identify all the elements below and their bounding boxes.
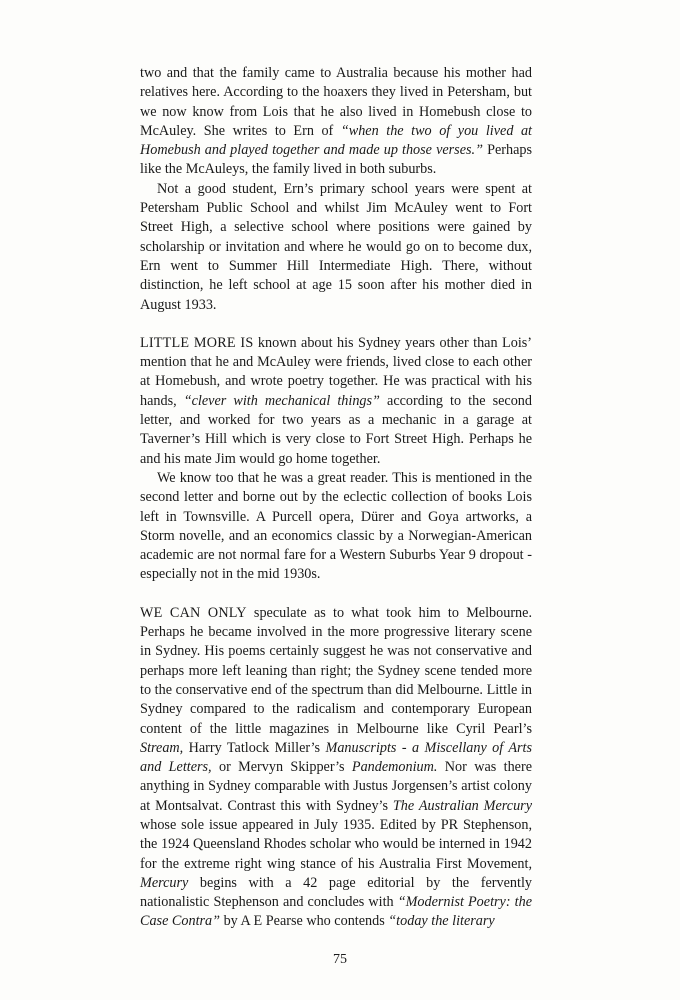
- paragraph: [140, 64, 532, 180]
- italic-run: “Modernist Poetry: the Case Contra”: [140, 894, 532, 930]
- section-lead-in: LITTLE MORE IS: [140, 334, 254, 351]
- text-run: begins with a 42 page editorial by the fervently nationalistic Stephenson and concludes with: [140, 874, 532, 911]
- text-run: or Mervyn Skipper’s: [211, 759, 352, 776]
- body-text: [140, 64, 532, 932]
- text-run: according to the second letter, and worked for two years as a mechanic in a garage at Taverner’s Hill which is very close to Fort Street High. Perhaps he and his mate Jim would go home together.: [140, 392, 532, 467]
- italic-run: Mercury: [140, 874, 189, 891]
- italic-run: The Australian Mercury: [392, 797, 532, 814]
- section-lead-in: WE CAN ONLY: [140, 604, 247, 621]
- text-run: Nor was there anything in Sydney comparable with Justus Jorgensen’s artist colony at Montsalvat. Contrast this with Sydney’s: [140, 759, 532, 814]
- text-run: known about his Sydney years other than Lois’ mention that he and McAuley were friends, lived close to each other at Homebush, and wrote poetry together. He was practical with his hands,: [140, 334, 533, 409]
- italic-run: “today the literary: [388, 913, 495, 930]
- text-run: Not a good student, Ern’s primary school years were spent at Petersham Public School and whilst Jim McAuley went to Fort Street High, a selective school where positions were gained by scholarship or invitation and where he would go on to become dux, Ern went to Summer Hill Intermediate High. There, without distinction, he left school at age 15 soon after his mother died in August 1933.: [140, 180, 532, 313]
- page-number: 75: [333, 952, 347, 967]
- italic-run: “when the two of you lived at Homebush and played together and made up those verses.”: [140, 122, 532, 159]
- text-run: speculate as to what took him to Melbourne. Perhaps he became involved in the more progressive literary scene in Sydney. His poems certainly suggest he was not conservative and perhaps more left leaning than right; the Sydney scene tended more to the conservative end of the spectrum than did Melbourne. Little in Sydney compared to the radicalism and contemporary European content of the little magazines in Melbourne like Cyril Pearl’s: [140, 604, 532, 737]
- text-run: Harry Tatlock Miller’s: [183, 739, 326, 756]
- paragraph: [140, 180, 532, 315]
- text-run: by A E Pearse who contends: [220, 913, 389, 930]
- paragraph: [140, 469, 532, 585]
- paragraph: [140, 604, 532, 932]
- paragraph: [140, 334, 532, 469]
- italic-run: Pandemonium.: [351, 759, 438, 776]
- text-run: whose sole issue appeared in July 1935. Edited by PR Stephenson, the 1924 Queensland Rhodes scholar who would be interned in 1942 for the extreme right wing stance of his Australia First Movement,: [140, 816, 532, 872]
- italic-run: Manuscripts - a Miscellany of Arts and Letters,: [140, 739, 532, 776]
- text-run: We know too that he was a great reader. This is mentioned in the second letter and borne out by the eclectic collection of books Lois left in Townsville. A Purcell opera, Dürer and Goya artworks, a Storm novelle, and an economics classic by a Norwegian-American academic are not normal fare for a Western Suburbs Year 9 dropout - especially not in the mid 1930s.: [140, 469, 532, 583]
- text-run: Perhaps like the McAuleys, the family lived in both suburbs.: [140, 142, 532, 178]
- italic-run: Stream,: [140, 739, 184, 756]
- text-run: two and that the family came to Australia because his mother had relatives here. According to the hoaxers they lived in Petersham, but we now know from Lois that he also lived in Homebush close to McAuley. She writes to Ern of: [140, 65, 532, 139]
- italic-run: “clever with mechanical things”: [183, 392, 380, 409]
